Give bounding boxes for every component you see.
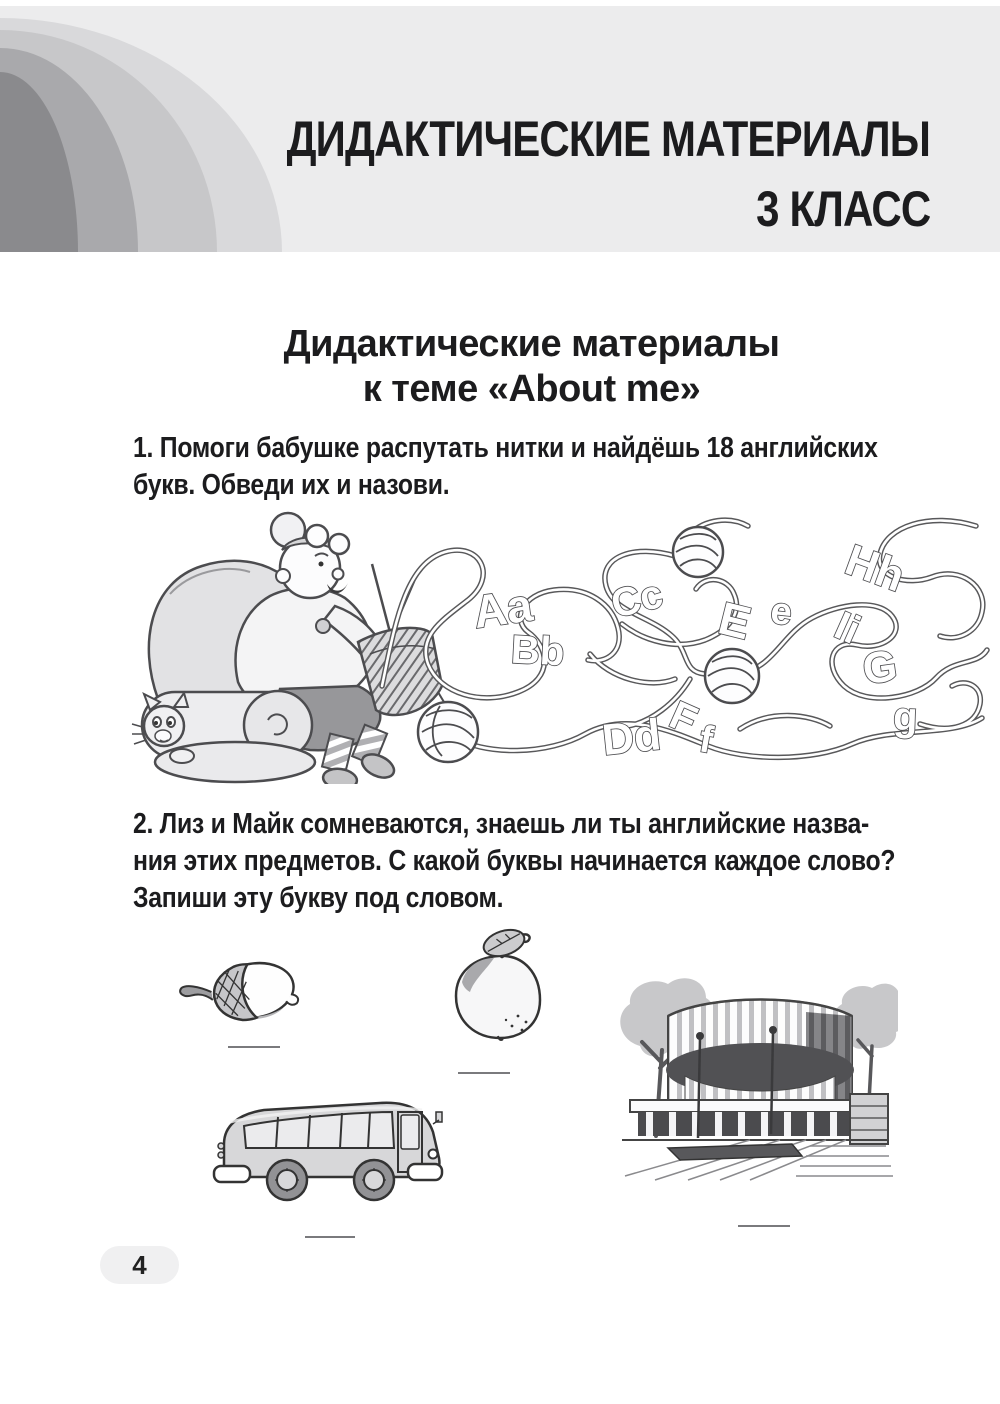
answer-blank-bus	[305, 1236, 355, 1238]
apple-body	[456, 956, 540, 1038]
colonnade	[630, 1094, 888, 1144]
acorn-stem	[179, 982, 212, 1005]
yarn-ball	[418, 702, 478, 762]
circus-building-image	[610, 968, 898, 1182]
bus-image	[212, 1082, 446, 1206]
bus-door-window	[401, 1115, 419, 1149]
yarn-ball	[705, 649, 759, 703]
bus-front-bumper	[408, 1164, 442, 1180]
side-steps	[850, 1094, 888, 1144]
cat-muzzle	[155, 730, 171, 742]
glasses-lens	[306, 525, 328, 547]
letter-Aa: Aa	[470, 578, 536, 638]
glasses-lens	[329, 534, 349, 554]
grandma-shoe	[322, 767, 358, 784]
grandma-nose	[333, 569, 344, 580]
yarn-ball	[673, 527, 723, 577]
task2-line3: Запиши эту букву под словом.	[133, 882, 504, 914]
letter-Hh: Hh	[839, 535, 911, 602]
letter-g: g	[892, 694, 919, 740]
bus-headlight	[429, 1150, 438, 1159]
plaza-slab	[668, 1144, 802, 1160]
answer-blank-acorn	[228, 1046, 280, 1048]
letter-G: G	[859, 640, 901, 695]
header-title	[0, 6, 930, 252]
task2-line2: ния этих предметов. С какой буквы начинается каждое слово?	[133, 845, 896, 877]
knitting-needle	[372, 564, 392, 640]
task2-line1: 2. Лиз и Майк сомневаются, знаешь ли ты английские назва-	[133, 808, 870, 840]
letter-Cc: Cc	[606, 571, 667, 627]
subtitle-line2: к теме «About me»	[362, 368, 701, 410]
cardigan-button	[316, 619, 330, 633]
answer-blank-building	[738, 1225, 790, 1227]
letter-e: e	[768, 590, 794, 635]
header-title-line1: ДИДАКТИЧЕСКИЕ МАТЕРИАЛЫ	[286, 111, 930, 167]
letter-E: E	[713, 591, 757, 650]
grandma-eye	[319, 562, 324, 567]
apple-leaf	[480, 926, 527, 961]
page-number-badge	[100, 1246, 179, 1284]
letter-f: f	[696, 718, 716, 762]
apple-image	[448, 926, 550, 1044]
plaza	[622, 1140, 893, 1180]
answer-blank-apple	[458, 1072, 510, 1074]
page-header	[0, 6, 1000, 252]
acorn-image	[176, 946, 304, 1026]
grandma-ear	[276, 569, 290, 583]
bus-wheel	[354, 1160, 394, 1200]
task1-line2: букв. Обведи их и назови.	[133, 469, 450, 501]
bus-rear-bumper	[214, 1166, 250, 1182]
letter-Dd: Dd	[599, 710, 664, 766]
grandma-yarn-illustration	[130, 494, 1000, 784]
section-subtitle	[133, 322, 930, 412]
task2-text	[133, 806, 932, 917]
bus-wheel	[267, 1160, 307, 1200]
circus-rotunda	[666, 1000, 854, 1103]
header-title-line2: 3 КЛАСС	[755, 181, 930, 237]
letter-Bb: Bb	[509, 627, 566, 675]
subtitle-line1: Дидактические материалы	[283, 323, 780, 365]
letter-Ii: Ii	[828, 603, 867, 653]
letter-F: F	[663, 693, 704, 744]
task1-text	[133, 430, 932, 504]
task1-line1: 1. Помоги бабушке распутать нитки и найдёшь 18 английских	[133, 432, 878, 464]
page-number: 4	[132, 1249, 147, 1280]
cat-paw	[170, 749, 194, 763]
